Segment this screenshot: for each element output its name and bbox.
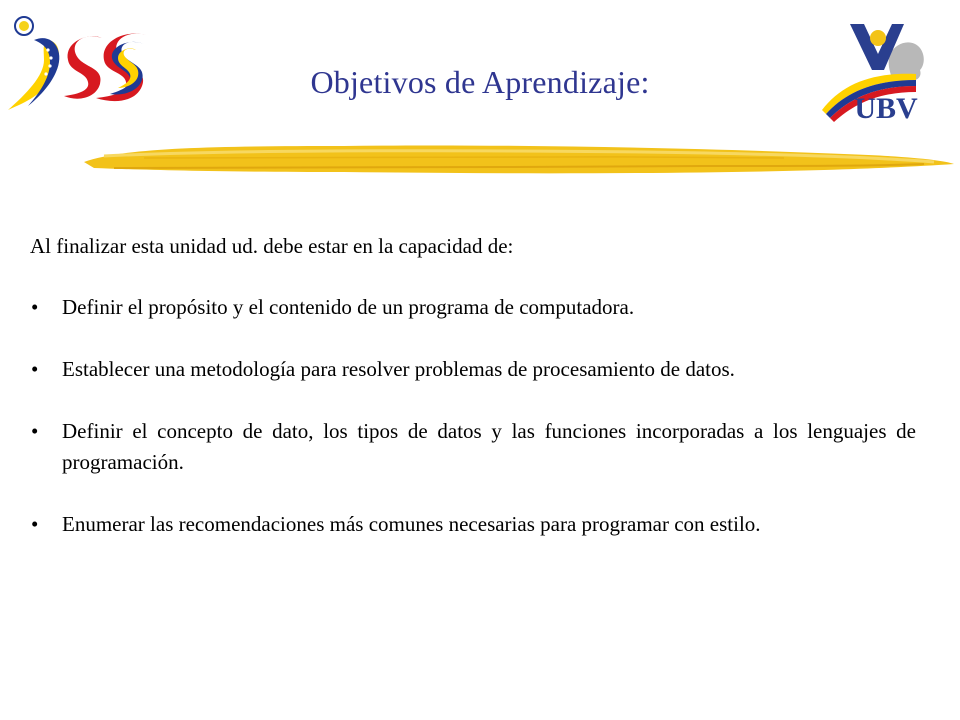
ubv-logo-text: UBV (854, 92, 918, 125)
page-title: Objetivos de Aprendizaje: (310, 64, 650, 100)
intro-text: Al finalizar esta unidad ud. debe estar en la capacidad de: (30, 234, 514, 258)
bullet-icon: • (31, 357, 39, 381)
objective-text: Enumerar las recomendaciones más comunes necesarias para programar con estilo. (62, 512, 761, 536)
objective-text: Definir el concepto de dato, los tipos de datos y las funciones incorporadas a los lenguajes de programación. (62, 419, 916, 474)
jss-logo (4, 10, 164, 122)
bullet-icon: • (31, 295, 39, 319)
objective-text: Definir el propósito y el contenido de un programa de computadora. (62, 295, 635, 319)
bullet-icon: • (31, 512, 39, 536)
bullet-icon: • (31, 419, 39, 443)
list-item (30, 416, 916, 478)
list-item (30, 292, 916, 323)
list-item (30, 509, 916, 540)
ubv-logo (812, 14, 948, 128)
list-item (30, 354, 916, 385)
brush-divider (84, 134, 954, 178)
objective-text: Establecer una metodología para resolver problemas de procesamiento de datos. (62, 357, 735, 381)
objectives-list (30, 292, 916, 540)
content-body (30, 228, 916, 571)
